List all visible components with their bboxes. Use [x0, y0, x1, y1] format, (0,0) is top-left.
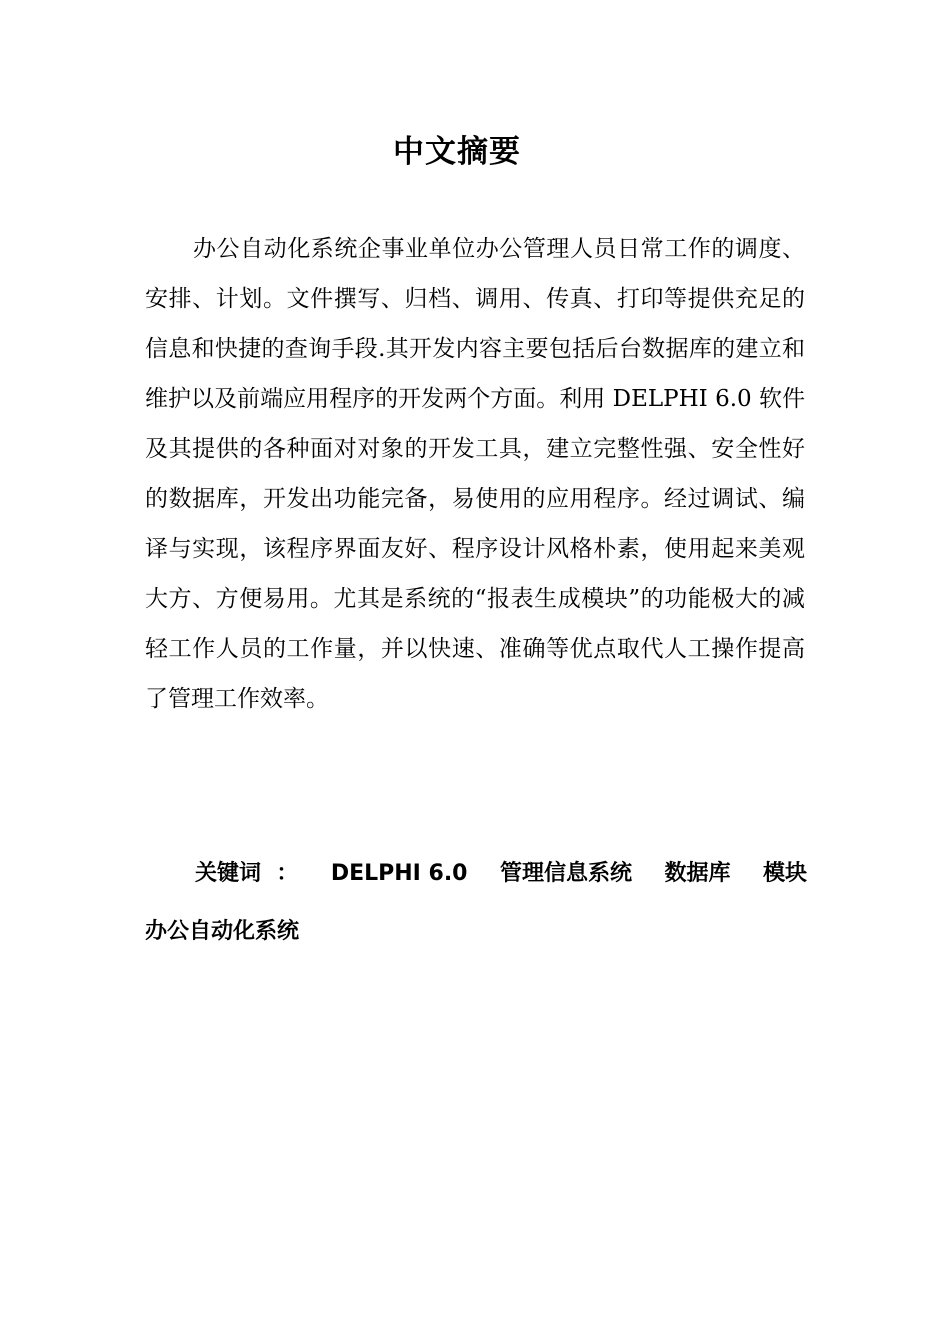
keyword-item: 数据库: [664, 861, 731, 886]
keywords-separator: ：: [276, 861, 299, 886]
abstract-paragraph: 办公自动化系统企事业单位办公管理人员日常工作的调度、安排、计划。文件撰写、归档、调用、传真、打印等提供充足的信息和快捷的查询手段.其开发内容主要包括后台数据库的建立和维护以及前端应用程序的开发两个方面。利用 DELPHI 6.0 软件及其提供的各种面对对象的开发工具，建立完整性强、安全性好的数据库，开发出功能完备，易使用的应用程序。经过调试、编译与实现，该程序界面友好、程序设计风格朴素，使用起来美观大方、方便易用。尤其是系统的“报表生成模块”的功能极大的减轻工作人员的工作量，并以快速、准确等优点取代人工操作提高了管理工作效率。: [145, 236, 805, 712]
keywords-line: [145, 845, 807, 903]
keywords-label: 关键词 ：: [195, 861, 299, 886]
keyword-item: 管理信息系统: [499, 861, 632, 886]
keywords-section: [145, 845, 807, 961]
keyword-item: 办公自动化系统: [145, 919, 300, 944]
keyword-item: 模块: [762, 861, 807, 886]
page-title: 中文摘要: [393, 134, 521, 170]
keyword-item: DELPHI 6.0: [330, 861, 468, 886]
keywords-line: [145, 903, 807, 961]
